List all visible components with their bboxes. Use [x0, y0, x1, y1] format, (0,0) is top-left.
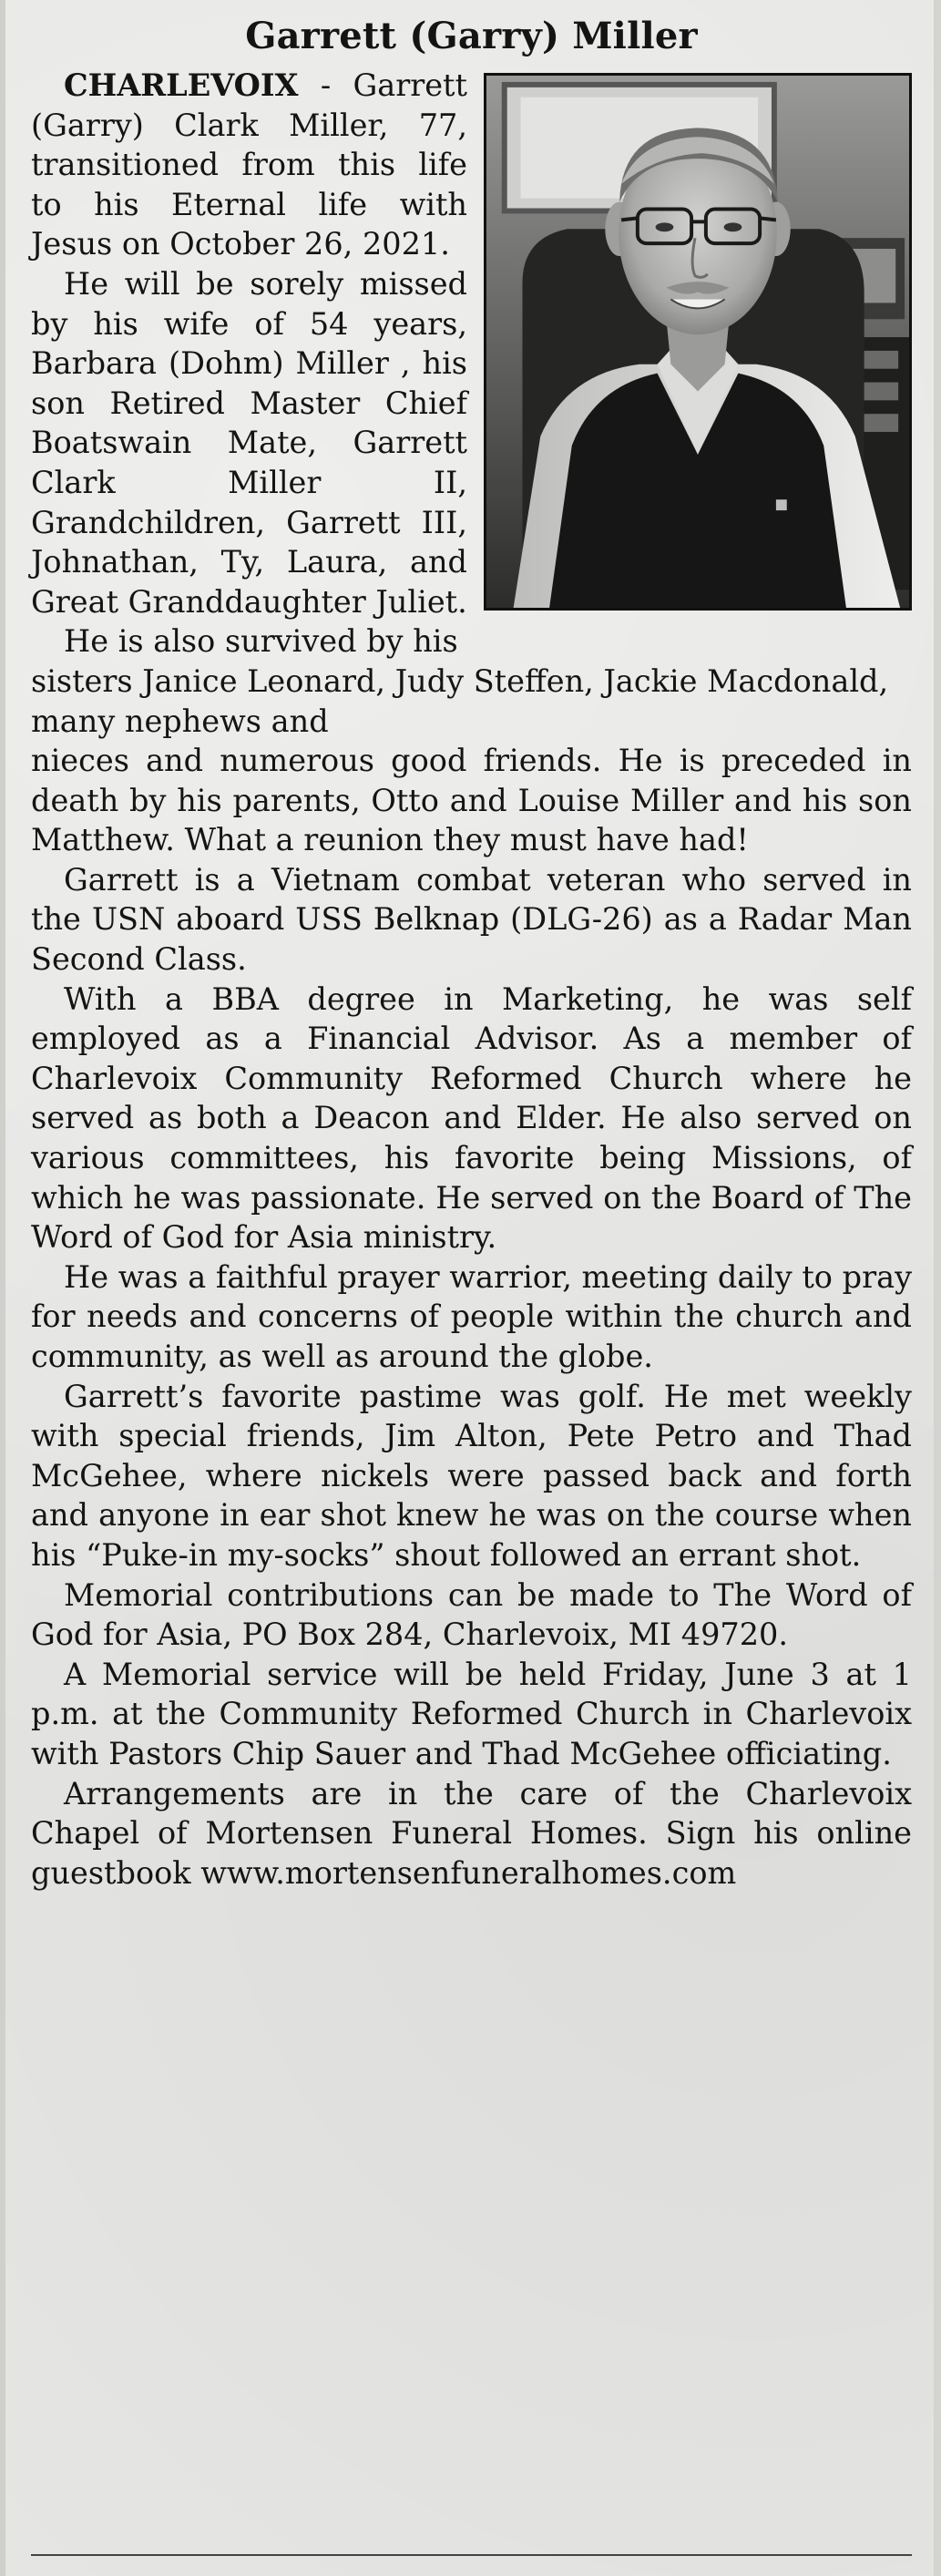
paragraph-7: He was a faithful prayer warrior, meeting daily to pray for needs and concerns of people within the church and community, as well as around the globe. — [31, 1258, 912, 1374]
paragraph-10: A Memorial service will be held Friday, June 3 at 1 p.m. at the Community Reformed Church in Charlevoix with Pastors Chip Sauer and Thad McGehee officiating. — [31, 1656, 912, 1771]
paragraph-4: nieces and numerous good friends. He is preceded in death by his parents, Otto and Louise Miller and his son Matthew. What a reunion they must have had! — [31, 743, 912, 858]
paragraph-11: Arrangements are in the care of the Charlevoix Chapel of Mortensen Funeral Homes. Sign his online guestbook www.mortensenfuneralhomes.com — [31, 1775, 912, 1891]
paragraph-3: He is also survived by his sisters Janice Leonard, Judy Steffen, Jackie Macdonald, many nephews and — [31, 623, 889, 739]
dateline: CHARLEVOIX — [64, 67, 299, 103]
clipping-right-edge — [934, 0, 941, 2576]
paragraph-9: Memorial contributions can be made to The Word of God for Asia, PO Box 284, Charlevoix, MI 49720. — [31, 1576, 912, 1653]
paragraph-6: With a BBA degree in Marketing, he was self employed as a Financial Advisor. As a member of Charlevoix Community Reformed Church where he served as both a Deacon and Elder. He also served on various committees, his favorite being Missions, of which he was passionate. He served on the Board of The Word of God for Asia ministry. — [31, 980, 912, 1256]
paragraph-1-text: - Garrett (Garry) Clark Miller, 77, transitioned from this life to his Eternal life with Jesus on October 26, 2021. — [31, 67, 467, 262]
bottom-rule — [31, 2554, 912, 2556]
paragraph-2: He will be sorely missed by his wife of 54 years, Barbara (Dohm) Miller , his son Retired Master Chief Boatswain Mate, Garrett Clark Miller II, Grandchildren, Garrett III, Johnathan, Ty, Laura, and Great Granddaughter Juliet. — [31, 265, 467, 620]
obituary-headline: Garrett (Garry) Miller — [245, 15, 698, 57]
portrait-photo-icon — [484, 73, 912, 611]
paragraph-8: Garrett’s favorite pastime was golf. He met weekly with special friends, Jim Alton, Pete Petro and Thad McGehee, where nickels were passed back and forth and anyone in ear shot knew he was on the course when his “Puke-in my-socks” shout followed an errant shot. — [31, 1378, 912, 1573]
obituary-body — [31, 66, 912, 1893]
clipping-left-edge — [0, 0, 5, 2576]
portrait-illustration — [486, 76, 909, 608]
paragraph-5: Garrett is a Vietnam combat veteran who served in the USN aboard USS Belknap (DLG-26) as a Radar Man Second Class. — [31, 861, 912, 978]
